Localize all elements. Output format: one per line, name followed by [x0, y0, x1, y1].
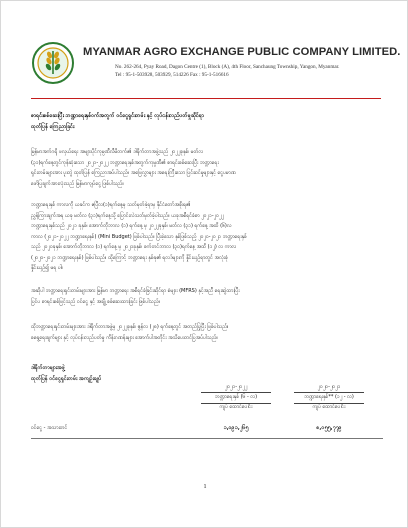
period-label: ၂၀၂၁-၂၀၂၂ [224, 384, 248, 390]
period-label: ၂၀၂၀-၂၀၂၁ [317, 384, 341, 390]
text-line: ဘဏ္ဍာရေးနှစ် ကာလကို ယခင်က ဧပြီလ(၁)ရက်နေ့မှ သတ်မှတ်ခဲ့ရာမှ နိုင်ငံတော်အစိုးရ၏ [31, 202, 191, 208]
column-header-previous [284, 382, 374, 412]
paragraph-approval [31, 322, 376, 343]
table-row-divider [31, 438, 383, 439]
header-underline [201, 403, 271, 404]
paragraph-intro [31, 147, 376, 189]
value-previous: ၈,၀၅၅,၇၇၉ [316, 425, 342, 431]
text-line: ရှင်းတမ်းများအား ပူးတွဲ ထုတ်ပြန် ကြေညာအပ်ပါသည်။ အဖြေလွှာများ အရေးကြီးသော ပြင်ဆင်မှုများနှင့် ငွေပမာဏ [31, 170, 236, 176]
unit-label: ကျပ် ထောင်ပေါင်း [312, 404, 346, 410]
address-line: No. 262-264, Pyay Road, Dagon Centre (1), Block (A), 4th Floor, Sanchaung Township, Yangon, Myanmar. [115, 64, 340, 70]
text-line: (၃၁)ရက်နေ့တွင်ကုန်ဆုံးသော ၂၀၂၁-၂၀၂၂ ဘဏ္ဍာရေးနှစ်အတွက်ကုမ္ပဏီ၏ စာရင်းစစ်ဆေးပြီး ဘဏ္ဍာရေး [31, 159, 219, 166]
text-line: စရွေ့ရေးချက်များ နှင့် လုပ်ငန်းလည်ပတ်မှု ကိန်းဂဏန်းများ အောက်ပါအတိုင်း အသိပေးတင်ပြအပ်ပါသည်။ [31, 334, 219, 341]
header-underline [294, 403, 364, 404]
text-line: ညွှန်ကြားချက်အရ ယခု မတ်လ (၃၁)ရက်နေ့သို့ ပြောင်းလဲသတ်မှတ်ခဲ့ပါသည်။ ယခုအစီရင်ခံစာ ၂၀၂၁-၂၀၂၂ [31, 212, 224, 219]
value-current: ၁,၀၉၁,၂၆၅ [223, 425, 249, 431]
company-name: MYANMAR AGRO EXCHANGE PUBLIC COMPANY LIMITED. [83, 46, 401, 58]
page-number: 1 [203, 484, 207, 490]
text-line: အဆိုပါ ဘဏ္ဍာရေးရှင်းတမ်းများအား မြန်မာ ဘဏ္ဍာရေး အစီရင်ခံခြင်းဆိုင်ရာ စံများ (MFRS) နှင့်အညီ ရေးဆွဲထားပြီး [31, 288, 240, 294]
text-line: ဘဏ္ဍာရေးနှစ်သည် ၂၀၂၁ ခုနှစ်၊ အောက်တိုဘာလ (၁) ရက်နေ့ မှ ၂၀၂၂ခုနှစ်၊ မတ်လ (၃၁) ရက်နေ့ အထိ (၆)လ [31, 223, 232, 229]
closing-line: ဒါရိုက်တာများအဖွဲ့ [31, 365, 65, 371]
paragraph-fiscal-year [31, 200, 376, 274]
header-divider [31, 98, 381, 99]
row-label-net-revenue: ဝင်ငွေ - အသားတင် [31, 425, 68, 431]
subject-line: စာရင်းစစ်ဆေးပြီး ဘဏ္ဍာရေးနှစ်ဝက်အတွက် ဝင်ငွေရှင်းတမ်း နှင့် လုပ်ငန်းလည်ပတ်မှုဆိုင်ရာ [31, 113, 204, 119]
text-line: ဖော်ပြချက်အားလုံးသည် မြန်မာကျပ်ငွေ ဖြစ်ပါသည်။ [31, 180, 125, 187]
column-header-current [191, 382, 281, 412]
header-underline [201, 392, 271, 393]
closing-line: ထုတ်ပြန် ဝင်ငွေရှင်းတမ်း အကျဉ်းချုပ် [31, 375, 102, 382]
unit-label: ကျပ် ထောင်ပေါင်း [219, 404, 253, 410]
text-line: ကာလ (၂၀၂၁-၂၀၂၂ ဘဏ္ဍာရေးနှစ်) (Mini Budget) ဖြစ်ပါသည်။ ပြီးခဲ့သော နှစ်ဖြစ်သည့် ၂၀၂၀-၂၀၂၁ ဘဏ္ဍာရေးနှစ် [31, 233, 247, 240]
fiscal-label: ဘဏ္ဍာရေးနှစ် (၆ - လ) [214, 394, 258, 400]
fiscal-label: ဘဏ္ဍာရေးနှစ်** (၁၂ - လ) [304, 394, 354, 400]
agro-exchange-logo [31, 41, 75, 85]
document-subject [31, 111, 376, 133]
text-line: ပြင်ပ စာရင်းစစ်ဖြင့်သည် ဝင်ငွေ နှင့် အချို့ စစ်ဆေးထားခြင်း ဖြစ်ပါသည်။ [31, 298, 161, 305]
contact-line: Tel : 95-1-503928, 503929, 514226 Fax : 95-1-516616 [115, 72, 229, 78]
paragraph-standards [31, 286, 376, 307]
text-line: ထိုဘဏ္ဍာရေးရှင်းတမ်းများအား ဒါရိုက်တာအဖွဲ့မှ ၂၀၂၂ခုနှစ်၊ ဇွန်လ (၂၈) ရက်နေ့တွင် အတည်ပြုပြီး ဖြစ်ပါသည်။ [31, 324, 229, 330]
company-address [115, 63, 339, 79]
text-line: သည် ၂၀၂၀ခုနှစ်၊ အောက်တိုဘာလ (၁) ရက်နေ့ မှ ၂၀၂၁ခုနှစ်၊ စက်တင်ဘာလ (၃၀)ရက်နေ့ အထိ (၁၂) လ ကာလ [31, 244, 237, 250]
text-line: (၂၀၂၀-၂၀၂၁ ဘဏ္ဍာရေးနှစ်) ဖြစ်ပါသည်။ ထို့ကြောင့် ဘဏ္ဍာရေး နှစ်ခု၏ ရလဒ်များကို နှိုင်းယှဉ်ရာတွင် အလုံးစုံ [31, 254, 228, 261]
subject-line: ထုတ်ပြန် ကြေညာခြင်း [31, 124, 75, 130]
header-underline [294, 392, 364, 393]
text-line: မြန်မာအက်ဂရို ဖလှယ်ရေး အများပိုင်ကုမ္ပဏီလီမိတက်၏ ဒါရိုက်တာအဖွဲ့သည် ၂၀၂၂ခုနှစ်၊ မတ်လ [31, 149, 204, 155]
closing-block [31, 363, 101, 384]
text-line: နှိုင်းယှဉ်၍ မရ ပါ။ [31, 265, 64, 271]
letterhead [31, 41, 401, 93]
